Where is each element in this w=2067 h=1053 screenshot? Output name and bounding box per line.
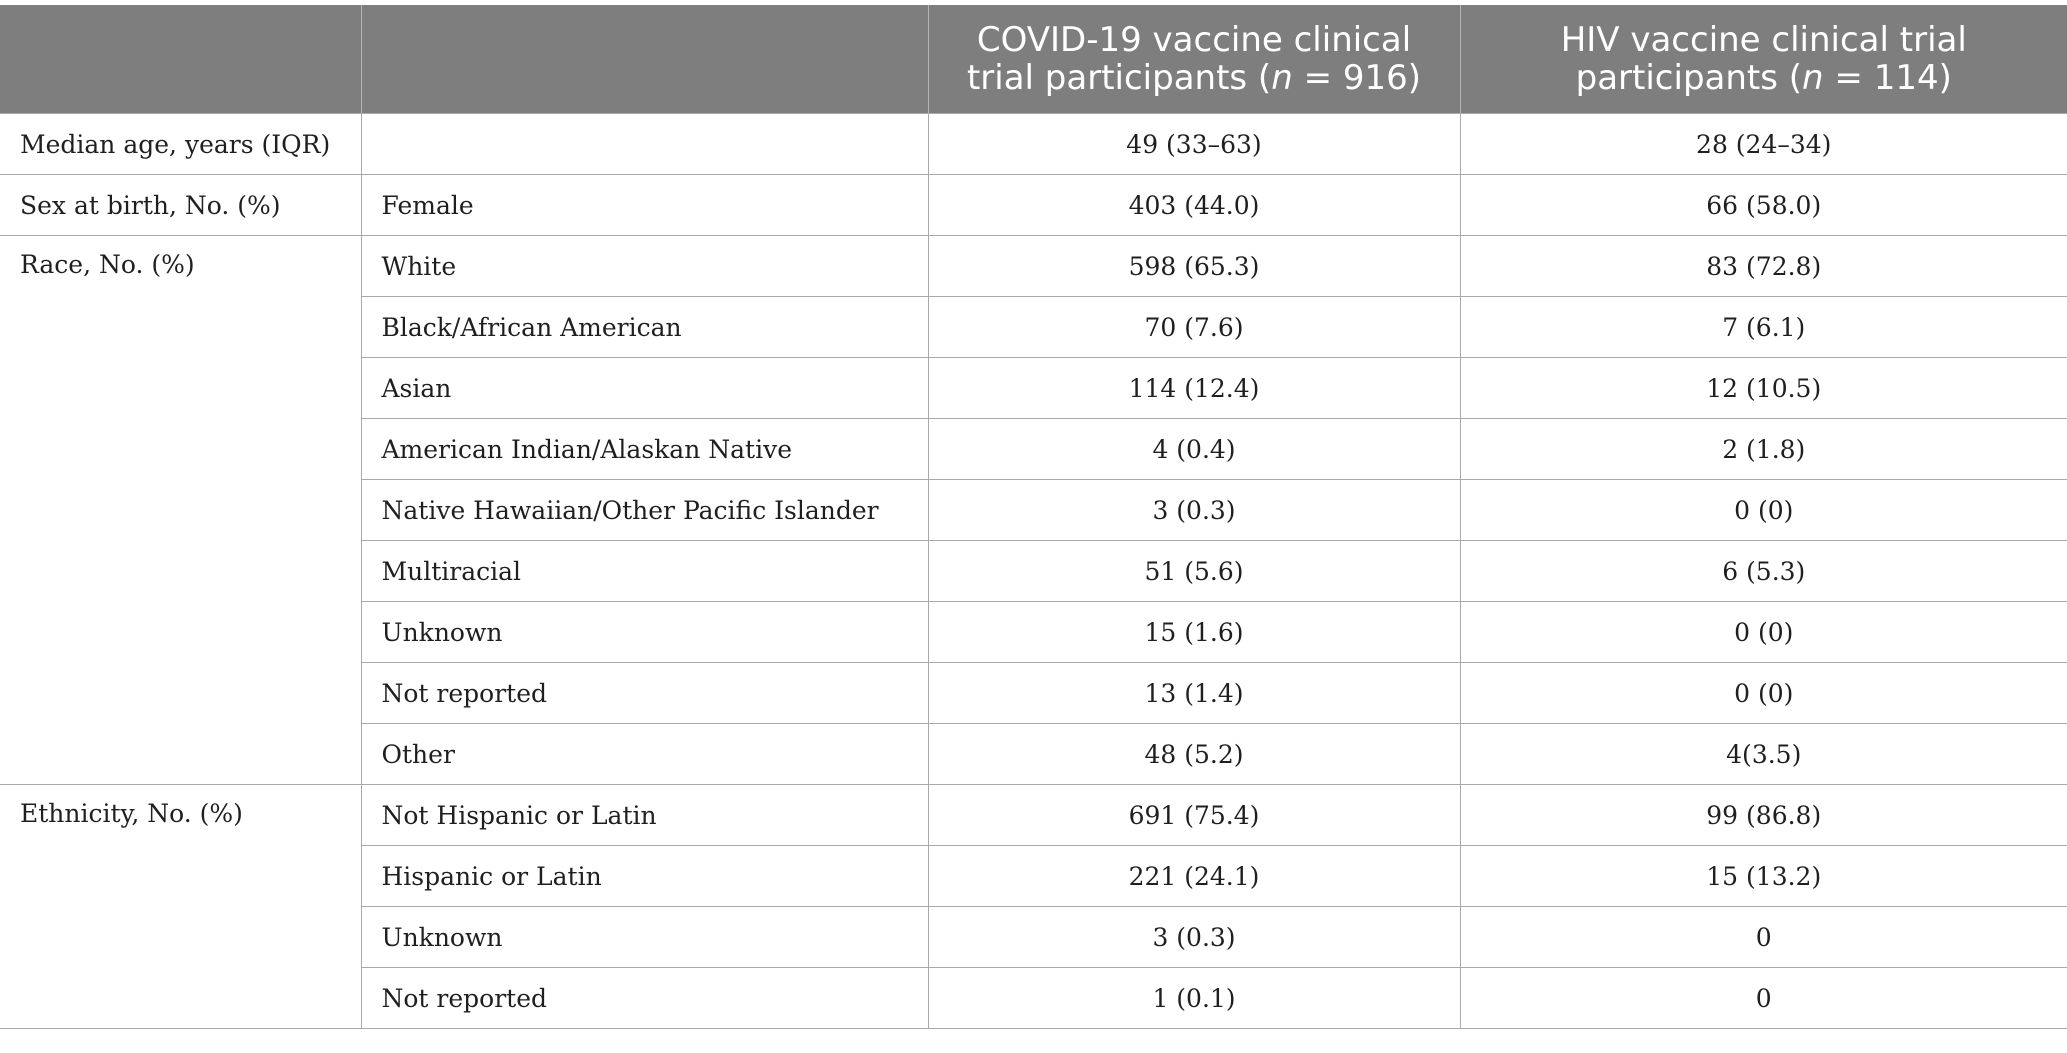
table-header [0, 5, 2067, 114]
row-category: Not Hispanic or Latin [361, 785, 928, 846]
row-category: Unknown [361, 602, 928, 663]
table-body [0, 114, 2067, 1029]
group-label-ethnicity: Ethnicity, No. (%) [0, 785, 361, 1029]
header-characteristic [0, 5, 361, 114]
hiv-value: 2 (1.8) [1460, 419, 2067, 480]
row-category: Multiracial [361, 541, 928, 602]
hiv-value: 0 (0) [1460, 663, 2067, 724]
covid-value: 221 (24.1) [928, 846, 1460, 907]
row-category: Female [361, 175, 928, 236]
covid-value: 3 (0.3) [928, 480, 1460, 541]
header-covid-line2: trial participants ( [966, 58, 1272, 98]
covid-value: 1 (0.1) [928, 968, 1460, 1029]
hiv-value: 6 (5.3) [1460, 541, 2067, 602]
hiv-value: 7 (6.1) [1460, 297, 2067, 358]
hiv-value: 66 (58.0) [1460, 175, 2067, 236]
header-hiv-line1: HIV vaccine clinical trial [1560, 20, 1967, 60]
header-hiv-line2: participants ( [1575, 58, 1803, 98]
row-category: Not reported [361, 663, 928, 724]
header-covid-group [928, 5, 1460, 114]
header-covid-n-label: n [1271, 58, 1293, 98]
hiv-value: 15 (13.2) [1460, 846, 2067, 907]
hiv-value: 0 (0) [1460, 602, 2067, 663]
covid-value: 13 (1.4) [928, 663, 1460, 724]
covid-value: 598 (65.3) [928, 236, 1460, 297]
row-category: Not reported [361, 968, 928, 1029]
covid-value: 15 (1.6) [928, 602, 1460, 663]
header-covid-n-value: = 916) [1292, 58, 1422, 98]
row-category: Hispanic or Latin [361, 846, 928, 907]
group-label-age: Median age, years (IQR) [0, 114, 361, 175]
row-category: White [361, 236, 928, 297]
hiv-value: 0 [1460, 907, 2067, 968]
group-label-race: Race, No. (%) [0, 236, 361, 785]
row-category: Other [361, 724, 928, 785]
header-hiv-n-label: n [1802, 58, 1824, 98]
hiv-value: 12 (10.5) [1460, 358, 2067, 419]
table-row [0, 236, 2067, 297]
hiv-value: 83 (72.8) [1460, 236, 2067, 297]
covid-value: 3 (0.3) [928, 907, 1460, 968]
demographics-table [0, 5, 2067, 1029]
hiv-value: 99 (86.8) [1460, 785, 2067, 846]
covid-value: 51 (5.6) [928, 541, 1460, 602]
header-category [361, 5, 928, 114]
header-row [0, 5, 2067, 114]
hiv-value: 28 (24–34) [1460, 114, 2067, 175]
row-category: Native Hawaiian/Other Pacific Islander [361, 480, 928, 541]
row-category: Asian [361, 358, 928, 419]
covid-value: 691 (75.4) [928, 785, 1460, 846]
table-row [0, 785, 2067, 846]
row-category: Black/African American [361, 297, 928, 358]
covid-value: 403 (44.0) [928, 175, 1460, 236]
hiv-value: 0 [1460, 968, 2067, 1029]
covid-value: 48 (5.2) [928, 724, 1460, 785]
group-label-sex: Sex at birth, No. (%) [0, 175, 361, 236]
row-category: Unknown [361, 907, 928, 968]
hiv-value: 4(3.5) [1460, 724, 2067, 785]
row-category [361, 114, 928, 175]
covid-value: 114 (12.4) [928, 358, 1460, 419]
header-hiv-group [1460, 5, 2067, 114]
covid-value: 4 (0.4) [928, 419, 1460, 480]
table-row [0, 175, 2067, 236]
header-covid-line1: COVID-19 vaccine clinical [976, 20, 1412, 60]
hiv-value: 0 (0) [1460, 480, 2067, 541]
row-category: American Indian/Alaskan Native [361, 419, 928, 480]
covid-value: 70 (7.6) [928, 297, 1460, 358]
covid-value: 49 (33–63) [928, 114, 1460, 175]
header-hiv-n-value: = 114) [1823, 58, 1952, 98]
table-row [0, 114, 2067, 175]
